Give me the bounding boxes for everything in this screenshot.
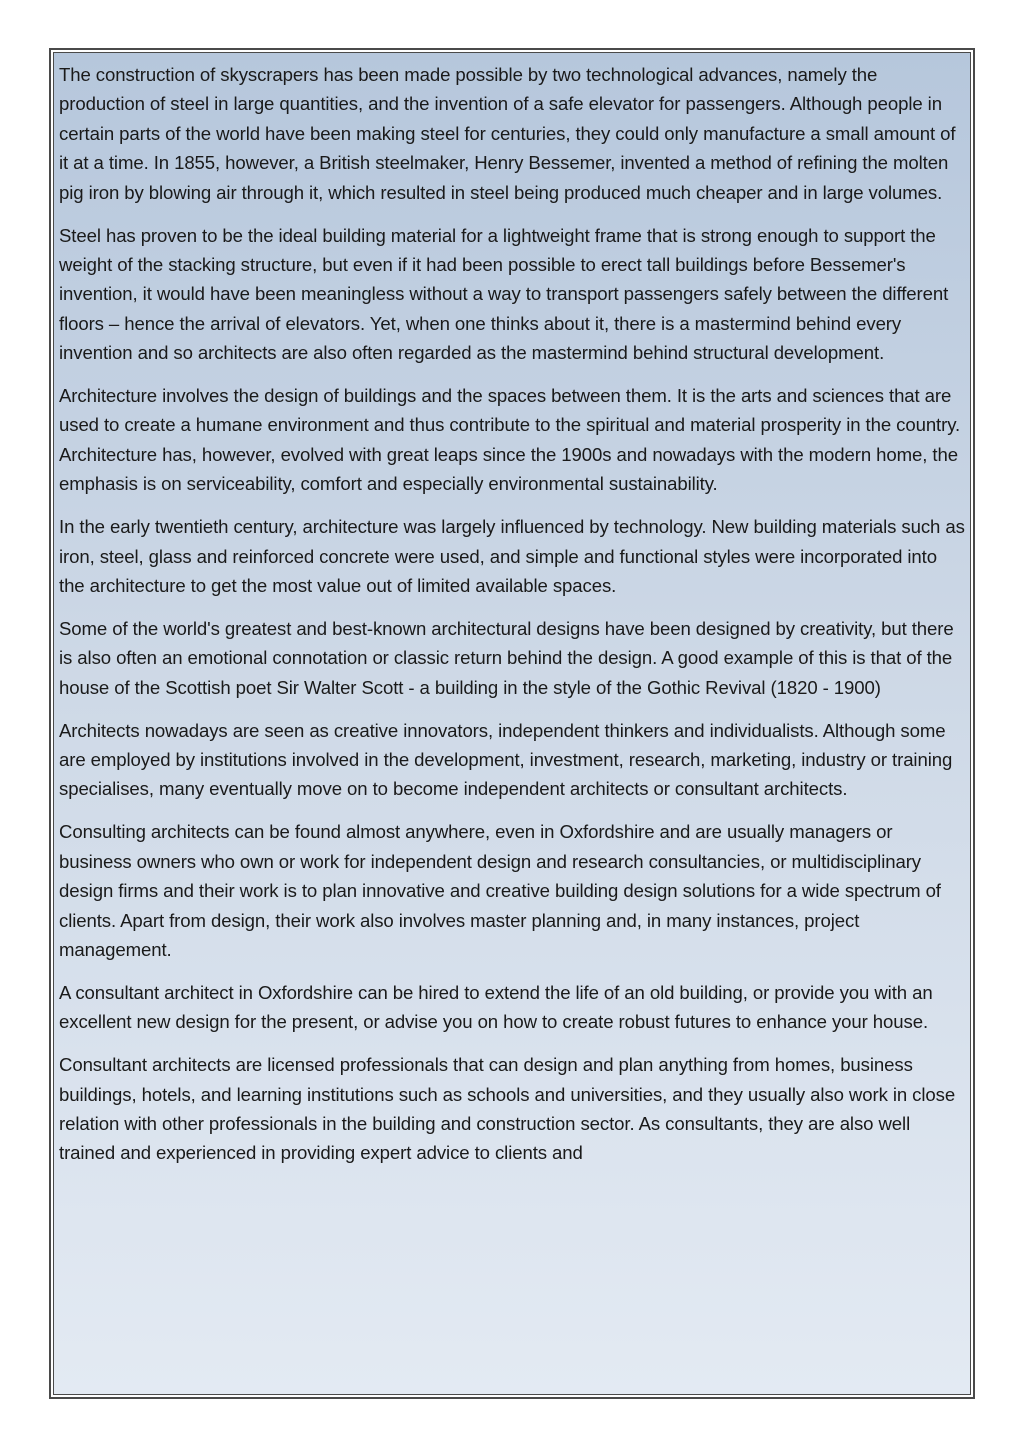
paragraph-architects-nowadays: Architects nowadays are seen as creative innovators, independent thinkers and individualists. Although some are employed by institutions involved in the development, investment, research, marketing, industry or training specialises, many eventually move on to become independent architects or consultant architects.: [59, 719, 953, 800]
paragraph-architecture: Architecture involves the design of buildings and the spaces between them. It is the arts and sciences that are used to create a humane environment and thus contribute to the spiritual and material prosperity in the country. Architecture has, however, evolved with great leaps since the 1900s and nowadays with the modern home, the emphasis is on serviceability, comfort and especially environmental sustainability.: [59, 385, 961, 495]
paragraph-consulting-architects: Consulting architects can be found almost anywhere, even in Oxfordshire and are usually managers or business owners who own or work for independent design and research consultancies, or multidisciplinary design firms and their work is to plan innovative and creative building design solutions for a wide spectrum of clients. Apart from design, their work also involves master planning and, in many instances, project management.: [59, 821, 941, 960]
paragraph-twentieth-century: In the early twentieth century, architecture was largely influenced by technology. New building materials such as iron, steel, glass and reinforced concrete were used, and simple and functional styles were incorporated into the architecture to get the most value out of limited available spaces.: [59, 516, 965, 596]
text-panel: [53, 52, 971, 1395]
document-frame: [49, 48, 975, 1399]
paragraph-licensed-professionals: Consultant architects are licensed professionals that can design and plan anything from homes, business buildings, hotels, and learning institutions such as schools and universities, and they usually also work in close relation with other professionals in the building and construction sector. As consultants, they are also well trained and experienced in providing expert advice to clients and: [59, 1054, 956, 1164]
paragraph-steel-elevators: Steel has proven to be the ideal building material for a lightweight frame that is strong enough to support the weight of the stacking structure, but even if it had been possible to erect tall buildings before Bessemer's invention, it would have been meaningless without a way to transport passengers safely between the different floors – hence the arrival of elevators. Yet, when one thinks about it, there is a mastermind behind every invention and so architects are also often regarded as the mastermind behind structural development.: [59, 224, 949, 364]
paragraph-famous-designs: Some of the world's greatest and best-known architectural designs have been designed by creativity, but there is also often an emotional connotation or classic return behind the design. A good example of this is that of the house of the Scottish poet Sir Walter Scott - a building in the style of the Gothic Revival (1820 - 1900): [59, 617, 954, 698]
paragraph-oxfordshire-consultant: A consultant architect in Oxfordshire can be hired to extend the life of an old building, or provide you with an excellent new design for the present, or advise you on how to create robust futures to enhance your house.: [59, 981, 933, 1033]
paragraph-skyscrapers: The construction of skyscrapers has been made possible by two technological advances, namely the production of steel in large quantities, and the invention of a safe elevator for passengers. Although people in certain parts of the world have been making steel for centuries, they could only manufacture a small amount of it at a time. In 1855, however, a British steelmaker, Henry Bessemer, invented a method of refining the molten pig iron by blowing air through it, which resulted in steel being produced much cheaper and in large volumes.: [59, 64, 956, 203]
